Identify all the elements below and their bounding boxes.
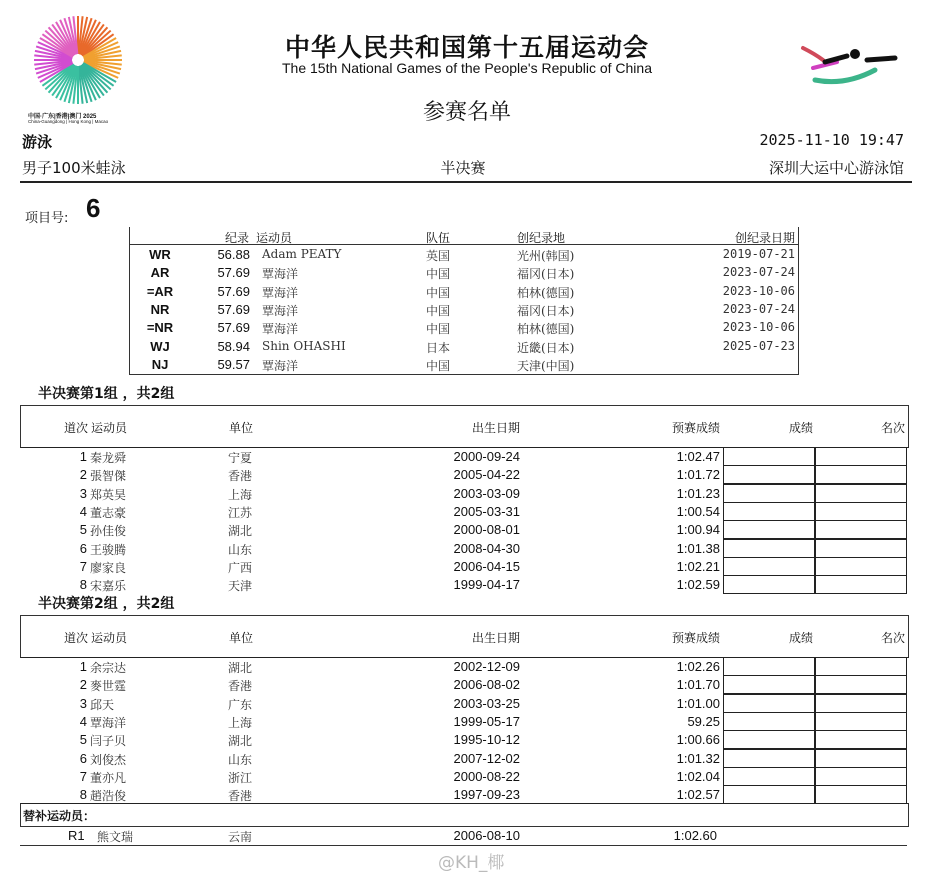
col-place: 创纪录地 xyxy=(517,231,566,245)
record-type: WJ xyxy=(150,338,170,354)
record-date: 2023-07-24 xyxy=(722,265,795,280)
record-type: AR xyxy=(150,265,170,281)
record-athlete: 覃海洋 xyxy=(262,303,299,318)
group-title: 半决赛第2组 ，共2组 xyxy=(38,596,175,612)
record-row xyxy=(130,318,798,336)
lane: 4 xyxy=(79,503,87,519)
result-cell[interactable] xyxy=(723,712,816,731)
games-title-cn: 中华人民共和国第十五届运动会 xyxy=(284,33,649,62)
athlete-unit: 湖北 xyxy=(228,734,253,749)
result-cell[interactable] xyxy=(723,465,816,484)
heat-time: 1:02.57 xyxy=(676,787,720,803)
athlete-name: 闫子贝 xyxy=(90,734,127,749)
athlete-name: 邱天 xyxy=(90,697,115,712)
athlete-unit: 香港 xyxy=(228,679,253,694)
rank-cell[interactable] xyxy=(814,465,907,484)
event-number: 6 xyxy=(86,193,101,223)
birth-date: 2000-09-24 xyxy=(453,449,520,464)
athlete-name: 麥世霆 xyxy=(90,679,127,694)
birth-date: 2008-04-30 xyxy=(453,540,520,556)
col-athlete: 运动员 xyxy=(91,631,128,645)
record-team: 日本 xyxy=(426,340,451,355)
athlete-unit: 广东 xyxy=(228,697,253,712)
records-table xyxy=(129,227,799,375)
record-team: 英国 xyxy=(426,249,451,263)
record-time: 57.69 xyxy=(217,265,250,281)
lane: 2 xyxy=(79,467,87,483)
athlete-unit: 云南 xyxy=(228,830,253,844)
birth-date: 2003-03-25 xyxy=(453,695,520,711)
athlete-unit: 上海 xyxy=(228,487,253,502)
swimming-pictogram-icon xyxy=(795,40,905,90)
birth-date: 2000-08-01 xyxy=(453,522,520,538)
group-title: 半决赛第1组 ，共2组 xyxy=(38,386,175,402)
record-athlete: 覃海洋 xyxy=(262,358,299,373)
athlete-name: 張智傑 xyxy=(90,469,127,484)
result-cell[interactable] xyxy=(723,675,816,694)
lane: 5 xyxy=(79,522,87,538)
athlete-row xyxy=(20,447,907,465)
event-name: 男子100米蛙泳 xyxy=(22,159,126,177)
heat-time: 1:02.47 xyxy=(676,449,720,464)
rank-cell[interactable] xyxy=(814,694,907,713)
reserves-label: 替补运动员： xyxy=(23,809,96,823)
heat-time: 1:00.94 xyxy=(676,522,720,538)
athlete-unit: 天津 xyxy=(228,579,253,594)
lane: 2 xyxy=(79,677,87,693)
athlete-unit: 香港 xyxy=(228,789,253,804)
athlete-name: 秦龙舜 xyxy=(90,451,127,465)
sport-label: 游泳 xyxy=(22,133,53,151)
heat-time: 1:01.32 xyxy=(676,750,720,766)
athlete-row xyxy=(20,484,907,502)
record-row xyxy=(130,337,798,355)
birth-date: 1997-09-23 xyxy=(453,787,520,803)
col-birth: 出生日期 xyxy=(471,421,520,435)
birth-date: 2006-08-02 xyxy=(453,677,520,693)
records-header xyxy=(130,227,798,245)
birth-date: 2005-03-31 xyxy=(453,503,520,519)
lane: 1 xyxy=(79,449,87,464)
record-date: 2023-07-24 xyxy=(722,301,795,316)
rank-cell[interactable] xyxy=(814,539,907,558)
result-cell[interactable] xyxy=(723,484,816,503)
record-place: 柏林(德国) xyxy=(517,285,575,300)
rank-cell[interactable] xyxy=(814,730,907,749)
birth-date: 2002-12-09 xyxy=(453,659,520,674)
datetime: 2025-11-10 19:47 xyxy=(759,131,904,149)
lane: 8 xyxy=(79,577,87,593)
record-time: 57.69 xyxy=(217,283,250,299)
record-place: 近畿(日本) xyxy=(517,340,575,355)
heat-time: 1:00.66 xyxy=(676,732,720,748)
header-divider xyxy=(20,181,912,183)
birth-date: 2007-12-02 xyxy=(453,750,520,766)
record-type: =NR xyxy=(146,320,174,336)
athlete-row xyxy=(20,675,907,693)
heat-time: 1:01.72 xyxy=(676,467,720,483)
birth-date: 2003-03-09 xyxy=(453,485,520,501)
athlete-name: 熊文瑞 xyxy=(97,830,134,844)
record-time: 57.69 xyxy=(217,301,250,317)
result-cell[interactable] xyxy=(723,539,816,558)
record-team: 中国 xyxy=(426,267,451,282)
col-heat: 预赛成绩 xyxy=(671,631,720,645)
athlete-name: 覃海洋 xyxy=(90,715,127,730)
logo-text-cn: 中国·广东|香港|澳门 2025 xyxy=(28,114,97,120)
athlete-unit: 广西 xyxy=(228,560,253,575)
result-cell[interactable] xyxy=(723,557,816,576)
record-type: NJ xyxy=(151,356,169,372)
record-team: 中国 xyxy=(426,303,451,318)
birth-date: 1999-04-17 xyxy=(453,577,520,593)
result-cell[interactable] xyxy=(723,447,816,466)
col-record: 纪录 xyxy=(225,231,250,245)
lane: 8 xyxy=(79,787,87,803)
athlete-name: 郑英昊 xyxy=(90,487,127,502)
rank-cell[interactable] xyxy=(814,557,907,576)
athlete-row xyxy=(20,539,907,557)
column-header-box xyxy=(20,405,909,448)
games-title-en: The 15th National Games of the People's Republic of China xyxy=(281,60,652,76)
record-type: NR xyxy=(150,301,170,317)
lane: 3 xyxy=(79,485,87,501)
record-team: 中国 xyxy=(426,285,451,300)
athlete-row xyxy=(20,520,907,538)
record-row xyxy=(130,263,798,281)
phase: 半决赛 xyxy=(440,159,486,177)
record-row xyxy=(130,282,798,300)
col-rank: 名次 xyxy=(880,631,905,645)
rank-cell[interactable] xyxy=(814,749,907,768)
record-athlete: 覃海洋 xyxy=(262,285,299,300)
record-date: 2025-07-23 xyxy=(722,338,795,353)
record-row xyxy=(130,355,798,373)
result-cell[interactable] xyxy=(723,767,816,786)
athlete-unit: 山东 xyxy=(228,542,253,557)
record-place: 光州(韩国) xyxy=(517,249,575,263)
athlete-name: 余宗达 xyxy=(90,661,127,675)
col-athlete: 运动员 xyxy=(256,231,293,245)
record-type: =AR xyxy=(146,283,174,299)
col-result: 成绩 xyxy=(788,631,813,645)
athlete-row xyxy=(20,712,907,730)
birth-date: 1999-05-17 xyxy=(453,713,520,729)
heat-time: 1:01.23 xyxy=(676,485,720,501)
lane: 5 xyxy=(79,732,87,748)
athlete-unit: 山东 xyxy=(228,752,253,767)
record-type: WR xyxy=(149,247,171,262)
heat-time: 1:02.04 xyxy=(676,768,720,784)
record-place: 福冈(日本) xyxy=(517,303,575,318)
col-athlete: 运动员 xyxy=(91,421,128,435)
record-place: 柏林(德国) xyxy=(517,322,575,337)
document-title: 参赛名单 xyxy=(422,100,511,125)
athlete-row xyxy=(20,575,907,593)
birth-date: 2005-04-22 xyxy=(453,467,520,483)
result-cell[interactable] xyxy=(723,785,816,804)
athlete-row xyxy=(20,749,907,767)
rank-cell[interactable] xyxy=(814,712,907,731)
heat-time: 1:02.59 xyxy=(676,577,720,593)
heat-time: 59.25 xyxy=(687,713,720,729)
athlete-unit: 湖北 xyxy=(228,524,253,539)
result-cell[interactable] xyxy=(723,657,816,676)
athlete-row xyxy=(20,694,907,712)
reserve-row xyxy=(20,826,907,846)
record-time: 57.69 xyxy=(217,320,250,336)
athlete-row xyxy=(20,767,907,785)
record-time: 56.88 xyxy=(217,247,250,262)
col-unit: 单位 xyxy=(229,631,254,645)
record-date: 2023-10-06 xyxy=(722,283,795,298)
rank-cell[interactable] xyxy=(814,520,907,539)
birth-date: 2000-08-22 xyxy=(453,768,520,784)
record-time: 59.57 xyxy=(217,356,250,372)
athlete-row xyxy=(20,730,907,748)
athlete-unit: 香港 xyxy=(228,469,253,484)
rank-cell[interactable] xyxy=(814,484,907,503)
venue: 深圳大运中心游泳馆 xyxy=(768,159,904,177)
athlete-name: 宋嘉乐 xyxy=(90,579,127,594)
column-header-box xyxy=(20,615,909,658)
col-lane: 道次 xyxy=(63,631,88,645)
athlete-unit: 浙江 xyxy=(228,770,253,785)
watermark: @KH_椰 xyxy=(438,853,505,873)
record-athlete: 覃海洋 xyxy=(262,267,299,282)
result-cell[interactable] xyxy=(723,730,816,749)
col-lane: 道次 xyxy=(63,421,88,435)
result-cell[interactable] xyxy=(723,502,816,521)
lane: 7 xyxy=(79,558,87,574)
athlete-name: 孙佳俊 xyxy=(90,524,127,539)
col-heat: 预赛成绩 xyxy=(671,421,720,435)
athlete-row xyxy=(20,465,907,483)
record-place: 福冈(日本) xyxy=(517,267,575,282)
rank-cell[interactable] xyxy=(814,447,907,466)
birth-date: 2006-08-10 xyxy=(453,828,520,843)
record-athlete: Shin OHASHI xyxy=(262,338,346,353)
record-athlete: 覃海洋 xyxy=(262,322,299,337)
athlete-name: 刘俊杰 xyxy=(90,752,127,767)
heat-time: 1:02.21 xyxy=(676,558,720,574)
rank-cell[interactable] xyxy=(814,785,907,804)
athlete-unit: 宁夏 xyxy=(228,451,253,465)
event-number-label: 项目号: xyxy=(25,211,69,226)
lane: 7 xyxy=(79,768,87,784)
col-birth: 出生日期 xyxy=(471,631,520,645)
record-date: 2023-10-06 xyxy=(722,320,795,335)
reserves-box xyxy=(20,803,909,827)
lane: 6 xyxy=(79,540,87,556)
heat-time: 1:02.26 xyxy=(676,659,720,674)
col-date: 创纪录日期 xyxy=(734,231,795,245)
heat-time: 1:01.70 xyxy=(676,677,720,693)
rank-cell[interactable] xyxy=(814,575,907,594)
athlete-row xyxy=(20,657,907,675)
athlete-unit: 湖北 xyxy=(228,661,253,675)
birth-date: 1995-10-12 xyxy=(453,732,520,748)
athlete-row xyxy=(20,502,907,520)
rank-cell[interactable] xyxy=(814,767,907,786)
athlete-name: 王骏腾 xyxy=(90,542,127,557)
heat-time: 1:02.60 xyxy=(673,828,717,843)
lane: 6 xyxy=(79,750,87,766)
rank-cell[interactable] xyxy=(814,657,907,676)
lane: 4 xyxy=(79,713,87,729)
heat-time: 1:01.38 xyxy=(676,540,720,556)
rank-cell[interactable] xyxy=(814,675,907,694)
result-cell[interactable] xyxy=(723,520,816,539)
record-team: 中国 xyxy=(426,358,451,373)
lane: 1 xyxy=(79,659,87,674)
athlete-row xyxy=(20,785,907,803)
heat-time: 1:00.54 xyxy=(676,503,720,519)
result-cell[interactable] xyxy=(723,694,816,713)
athlete-name: 董志豪 xyxy=(90,505,127,520)
record-date: 2019-07-21 xyxy=(722,247,795,261)
result-cell[interactable] xyxy=(723,575,816,594)
rank-cell[interactable] xyxy=(814,502,907,521)
athlete-unit: 江苏 xyxy=(228,505,253,520)
col-unit: 单位 xyxy=(229,421,254,435)
athlete-unit: 上海 xyxy=(228,715,253,730)
result-cell[interactable] xyxy=(723,749,816,768)
record-time: 58.94 xyxy=(217,338,250,354)
record-athlete: Adam PEATY xyxy=(262,247,342,261)
col-team: 队伍 xyxy=(426,231,451,245)
logo-text-en: China-Guangdong | Hong Kong | Macao xyxy=(28,119,109,124)
heat-time: 1:01.00 xyxy=(676,695,720,711)
record-team: 中国 xyxy=(426,322,451,337)
lane: 3 xyxy=(79,695,87,711)
athlete-name: 趙浩俊 xyxy=(90,789,127,804)
athlete-name: 廖家良 xyxy=(90,560,127,575)
record-place: 天津(中国) xyxy=(517,358,575,373)
athlete-row xyxy=(20,557,907,575)
record-row xyxy=(130,300,798,318)
reserve-lane: R1 xyxy=(68,828,85,843)
col-rank: 名次 xyxy=(880,421,905,435)
col-result: 成绩 xyxy=(788,421,813,435)
athlete-name: 董亦凡 xyxy=(90,770,127,785)
birth-date: 2006-04-15 xyxy=(453,558,520,574)
record-row xyxy=(130,245,798,263)
